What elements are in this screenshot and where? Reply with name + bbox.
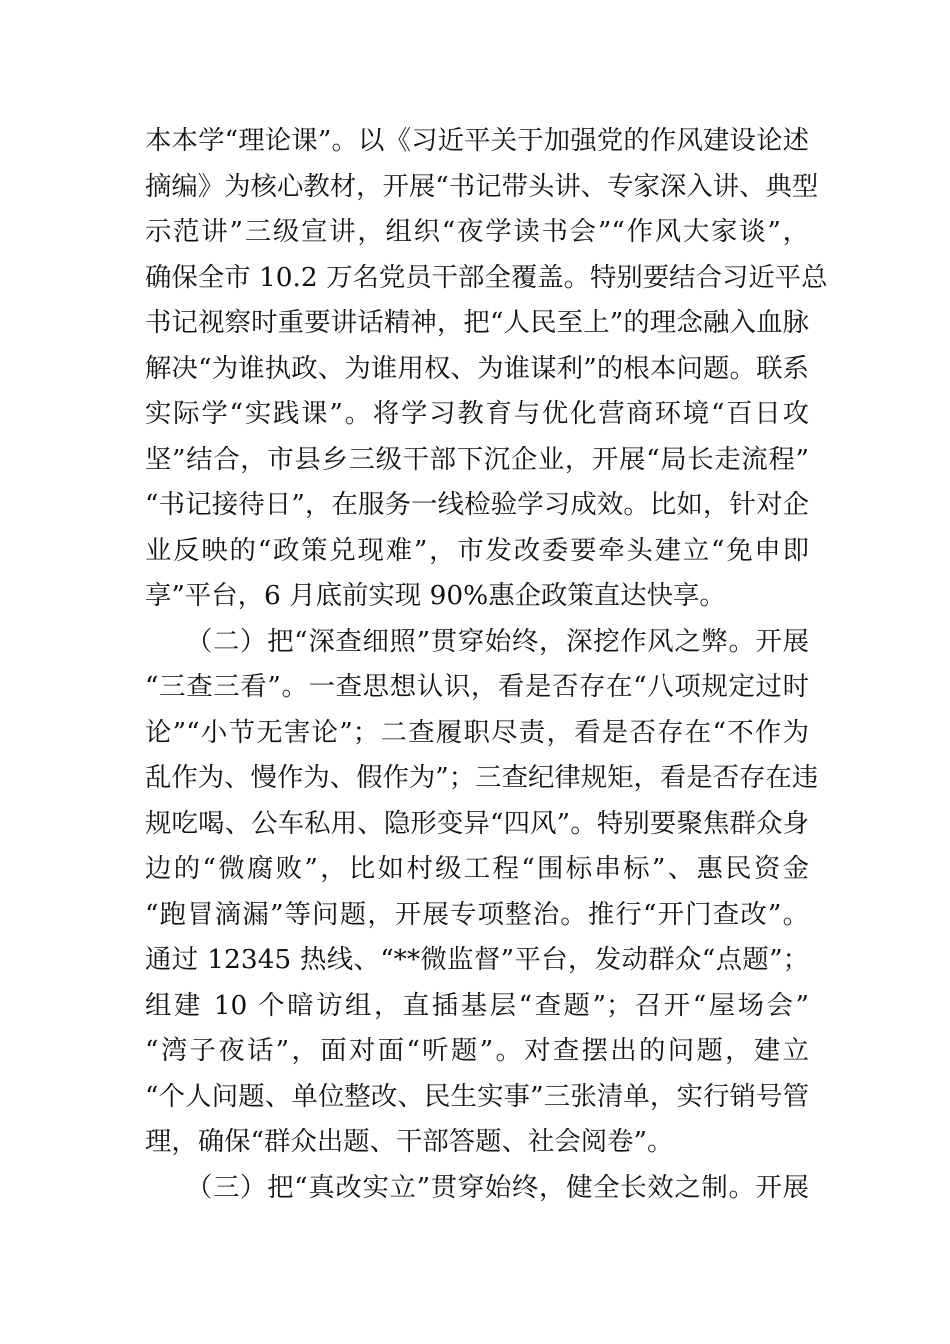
text-line: 实际学“实践课”。将学习教育与优化营商环境“百日攻 [145, 398, 809, 429]
section-heading-line: （二）把“深查细照”贯穿始终，深挖作风之弊。开展 [145, 625, 809, 657]
text-line: “跑冒滴漏”等问题，开展专项整治。推行“开门查改”。 [145, 898, 809, 930]
paragraph-end-line: 享”平台，6 月底前实现 90%惠企政策直达快享。 [145, 580, 726, 611]
text-line: 通过 12345 热线、“**微监督”平台，发动群众“点题”； [145, 944, 809, 975]
text-line: “个人问题、单位整改、民生实事”三张清单，实行销号管 [145, 1080, 809, 1112]
text-line: 乱作为、慢作为、假作为”；三查纪律规矩，看是否存在违 [145, 762, 819, 793]
text-line: 业反映的“政策兑现难”，市发改委要牵头建立“免申即 [145, 534, 809, 566]
text-line: 组建 10 个暗访组，直插基层“查题”；召开“屋场会” [145, 989, 809, 1021]
text-line: “书记接待日”，在服务一线检验学习成效。比如，针对企 [145, 489, 809, 520]
text-line: 书记视察时重要讲话精神，把“人民至上”的理念融入血脉 [145, 307, 809, 338]
text-line: 确保全市 10.2 万名党员干部全覆盖。特别要结合习近平总 [145, 261, 828, 293]
text-line: “湾子夜话”，面对面“听题”。对查摆出的问题，建立 [145, 1035, 809, 1066]
text-line: “三查三看”。一查思想认识，看是否存在“八项规定过时 [145, 671, 809, 702]
section-heading-line: （三）把“真改实立”贯穿始终，健全长效之制。开展 [145, 1171, 809, 1203]
text-line: 边的“微腐败”，比如村级工程“围标串标”、惠民资金 [145, 853, 809, 884]
paragraph-end-line: 理，确保“群众出题、干部答题、社会阅卷”。 [145, 1126, 674, 1157]
text-line: 摘编》为核心教材，开展“书记带头讲、专家深入讲、典型 [145, 170, 819, 202]
text-line: 本本学“理论课”。以《习近平关于加强党的作风建设论述 [145, 125, 809, 156]
text-line: 坚”结合，市县乡三级干部下沉企业，开展“局长走流程” [145, 443, 809, 475]
text-line: 规吃喝、公车私用、隐形变异“四风”。特别要聚焦群众身 [145, 807, 809, 839]
body-text [145, 118, 828, 1210]
text-line: 解决“为谁执政、为谁用权、为谁谋利”的根本问题。联系 [145, 352, 809, 384]
text-line: 示范讲”三级宣讲，组织“夜学读书会”“作风大家谈”， [145, 216, 809, 247]
text-line: 论”“小节无害论”；二查履职尽责，看是否存在“不作为 [145, 716, 809, 748]
